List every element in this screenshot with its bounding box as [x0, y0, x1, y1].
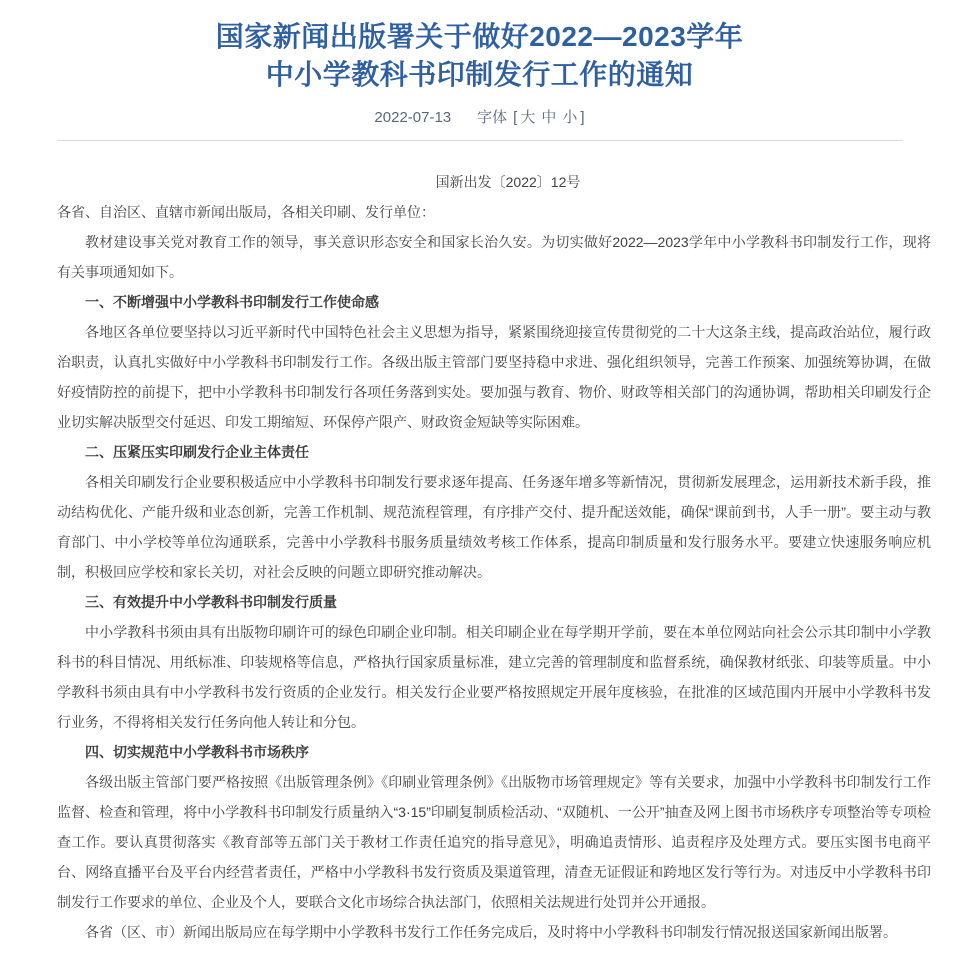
- section-1-heading: 一、不断增强中小学教科书印制发行工作使命感: [85, 294, 379, 310]
- section-2-heading: 二、压紧压实印刷发行企业主体责任: [85, 444, 309, 460]
- publish-date: 2022-07-13: [374, 109, 452, 126]
- bracket-open: [: [513, 109, 518, 126]
- header-divider: [57, 140, 903, 141]
- page-title-line-2: 中小学教科书印制发行工作的通知: [265, 59, 694, 90]
- font-size-large-button[interactable]: 大: [520, 109, 536, 126]
- font-size-medium-button[interactable]: 中: [541, 109, 557, 126]
- section-3-paragraph: 中小学教科书须由具有出版物印刷许可的绿色印刷企业印制。相关印刷企业在每学期开学前，要在本单位网站向社会公示其印制中小学教科书的科目情况、用纸标准、印装规格等信息，严格执行国家质量标准，建立完善的管理制度和监督系统，确保教材纸张、印装等质量。中小学教科书须由具有中小学教科书发行资质的企业发行。相关发行企业要严格按照规定开展年度核验，在批准的区域范围内开展中小学教科书发行业务，不得将相关发行任务向他人转让和分包。: [57, 624, 931, 730]
- section-4-paragraph: 各级出版主管部门要严格按照《出版管理条例》《印刷业管理条例》《出版物市场管理规定》等有关要求，加强中小学教科书印制发行工作监督、检查和管理，将中小学教科书印制发行质量纳入“3·15”印刷复制质检活动、“双随机、一公开”抽查及网上图书市场秩序专项整治等专项检查工作。要认真贯彻落实《教育部等五部门关于教材工作责任追究的指导意见》，明确追责情形、追责程序及处理方式。要压实图书电商平台、网络直播平台及平台内经营者责任，严格中小学教科书发行资质及渠道管理，清查无证假证和跨地区发行等行为。对违反中小学教科书印制发行工作要求的单位、企业及个人，要联合文化市场综合执法部门，依照相关法规进行处罚并公开通报。: [57, 774, 931, 910]
- salutation: 各省、自治区、直辖市新闻出版局，各相关印刷、发行单位：: [57, 204, 435, 220]
- closing-paragraph: 各省（区、市）新闻出版局应在每学期中小学教科书发行工作任务完成后，及时将中小学教科书印制发行情况报送国家新闻出版署。: [85, 924, 897, 940]
- font-size-small-button[interactable]: 小: [562, 109, 578, 126]
- font-size-label: 字体: [477, 109, 508, 126]
- notice-page: [0, 18, 959, 954]
- section-3-heading: 三、有效提升中小学教科书印制发行质量: [85, 594, 337, 610]
- intro-paragraph: 教材建设事关党对教育工作的领导，事关意识形态安全和国家长治久安。为切实做好2022—2023学年中小学教科书印制发行工作，现将有关事项通知如下。: [57, 234, 931, 280]
- page-title-line-1: 国家新闻出版署关于做好2022—2023学年: [215, 21, 744, 52]
- bracket-close: ]: [580, 109, 585, 126]
- meta-row: [0, 108, 959, 128]
- doc-number: 国新出发〔2022〕12号: [435, 174, 581, 190]
- section-1-paragraph: 各地区各单位要坚持以习近平新时代中国特色社会主义思想为指导，紧紧围绕迎接宣传贯彻党的二十大这条主线，提高政治站位，履行政治职责，认真扎实做好中小学教科书印制发行工作。各级出版主管部门要坚持稳中求进、强化组织领导，完善工作预案、加强统筹协调，在做好疫情防控的前提下，把中小学教科书印制发行各项任务落到实处。要加强与教育、物价、财政等相关部门的沟通协调，帮助相关印刷发行企业切实解决版型交付延迟、印发工期缩短、环保停产限产、财政资金短缺等实际困难。: [57, 324, 931, 430]
- notice-body: [57, 167, 931, 947]
- page-title: [0, 18, 959, 94]
- section-2-paragraph: 各相关印刷发行企业要积极适应中小学教科书印制发行要求逐年提高、任务逐年增多等新情况，贯彻新发展理念，运用新技术新手段，推动结构优化、产能升级和业态创新，完善工作机制、规范流程管理，有序排产交付、提升配送效能，确保“课前到书，人手一册”。要主动与教育部门、中小学校等单位沟通联系，完善中小学教科书服务质量绩效考核工作体系，提高印制质量和发行服务水平。要建立快速服务响应机制，积极回应学校和家长关切，对社会反映的问题立即研究推动解决。: [57, 474, 931, 580]
- section-4-heading: 四、切实规范中小学教科书市场秩序: [85, 744, 309, 760]
